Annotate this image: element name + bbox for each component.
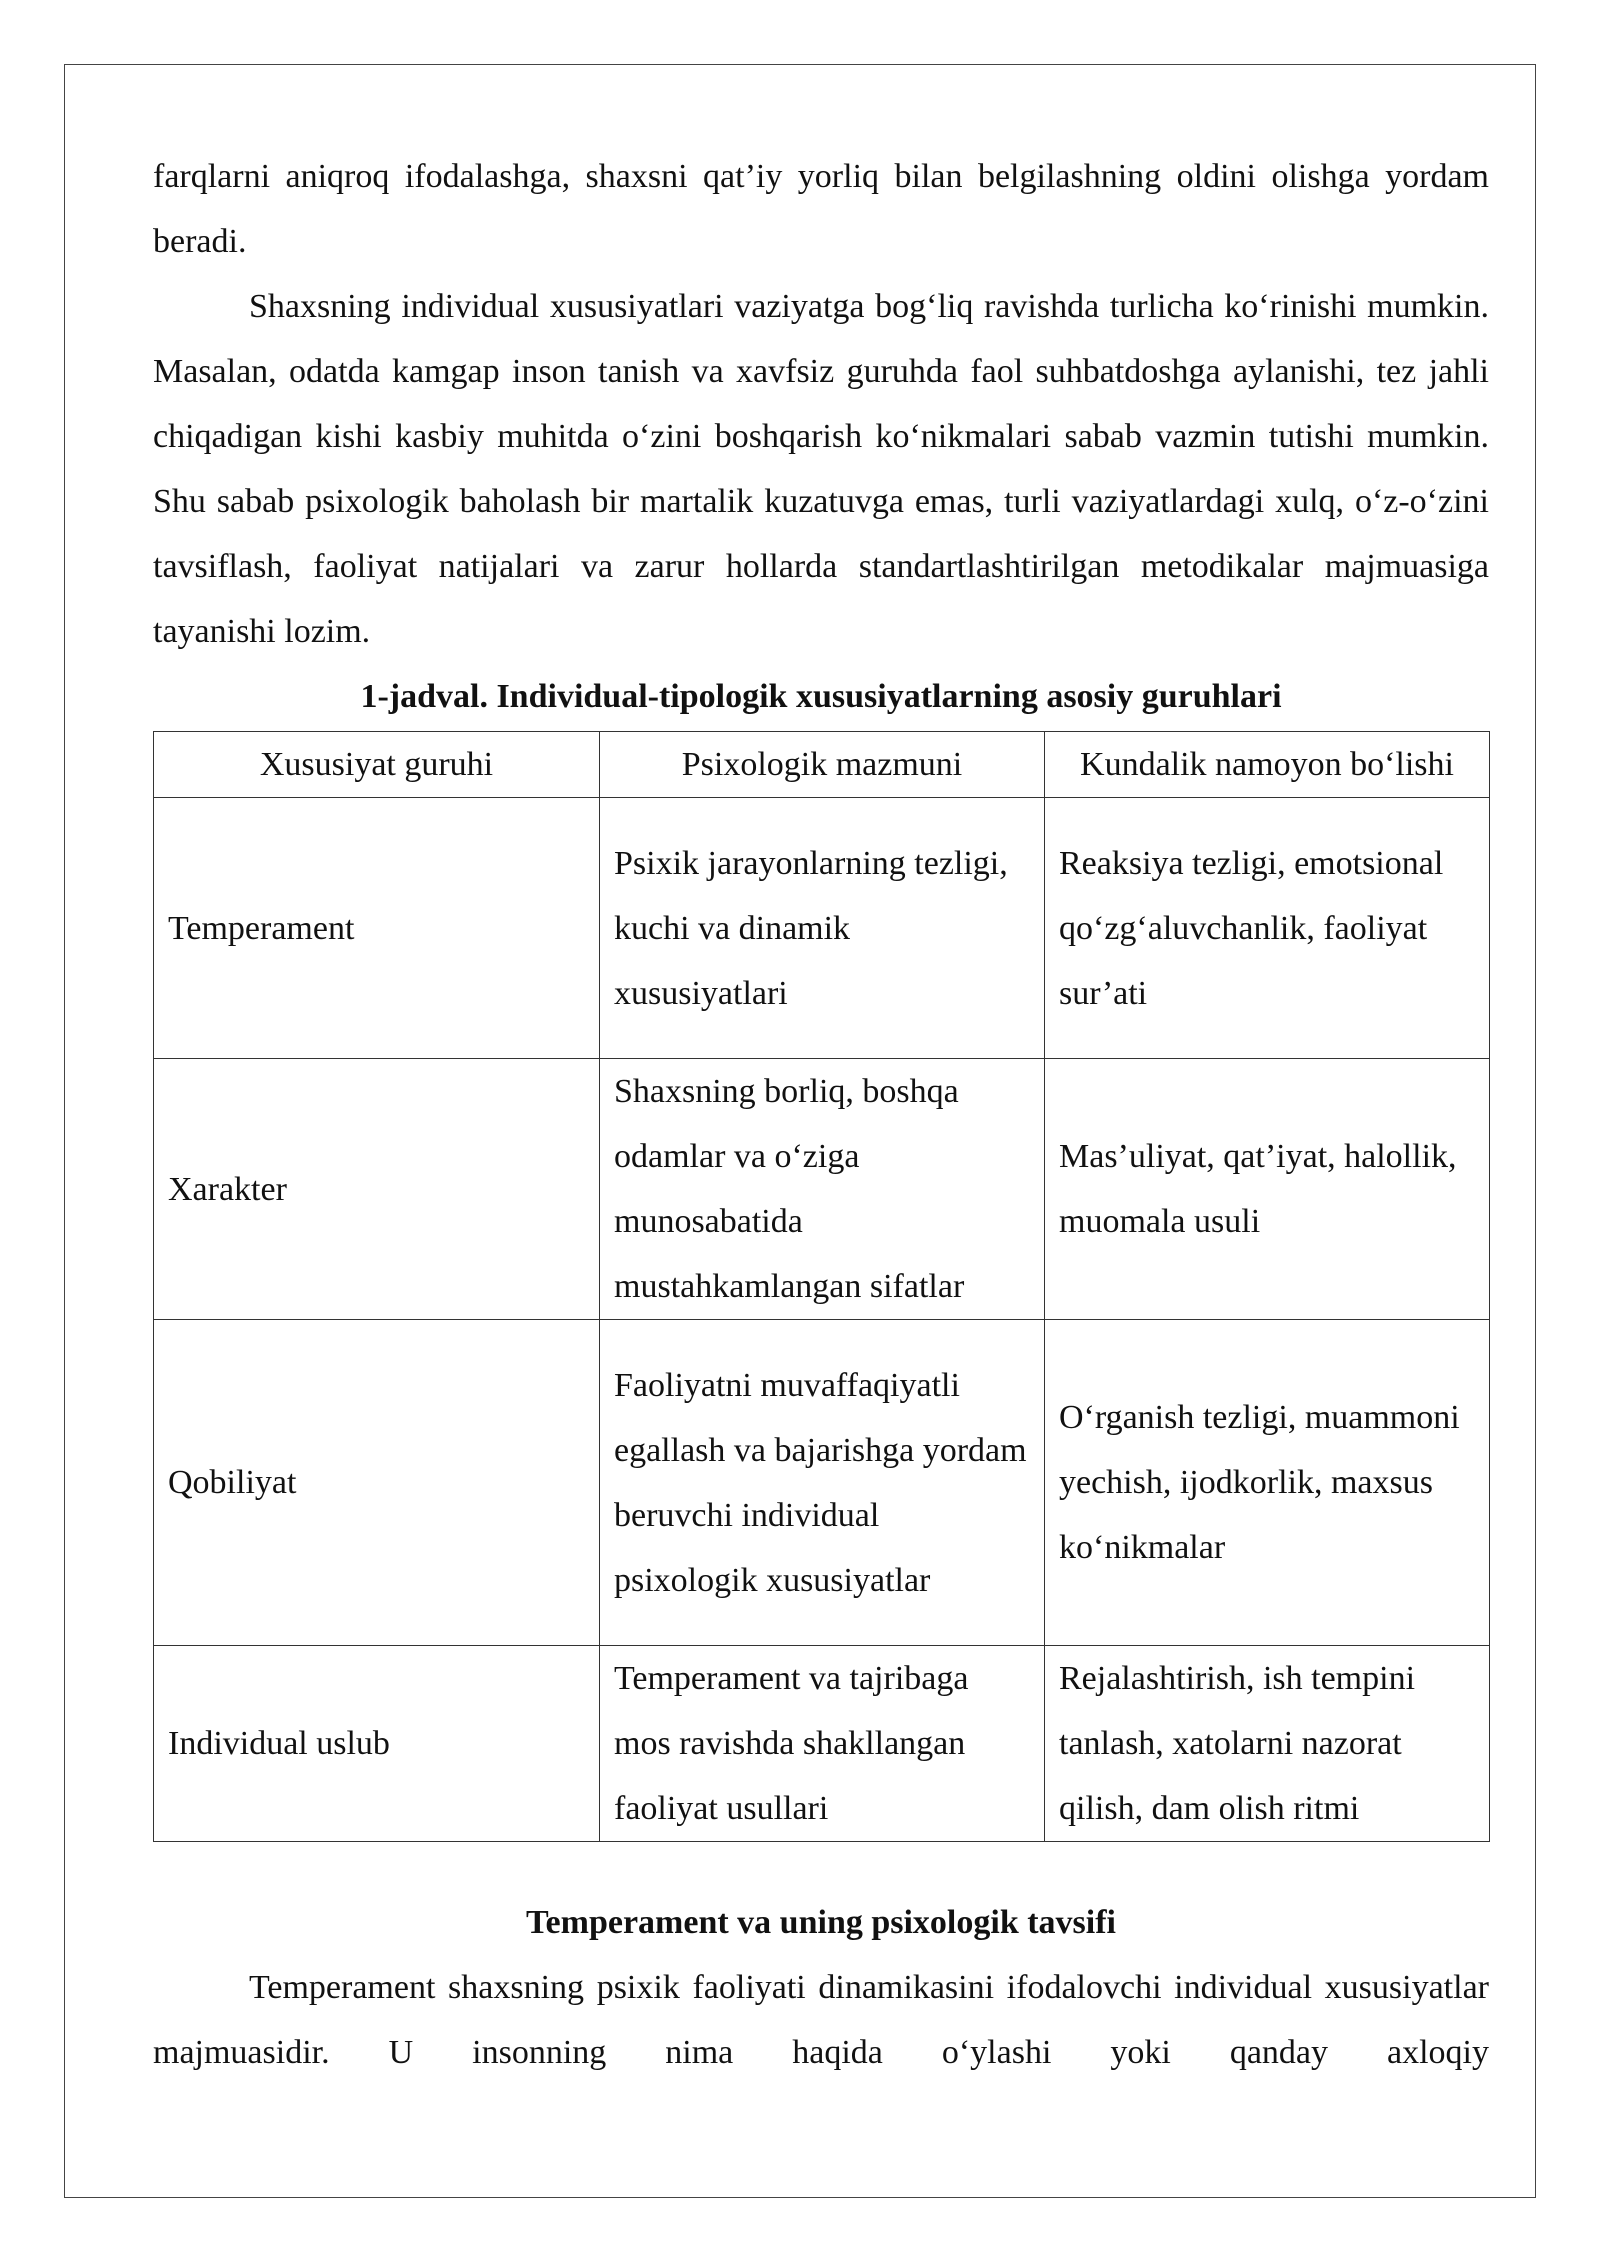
table-header-cell: Psixologik mazmuni bbox=[600, 732, 1045, 798]
table-row bbox=[154, 1059, 1490, 1320]
table-cell: Rejalashtirish, ish tempini tanlash, xatolarni nazorat qilish, dam olish ritmi bbox=[1045, 1646, 1490, 1842]
table-row bbox=[154, 1320, 1490, 1646]
table-cell: Faoliyatni muvaffaqiyatli egallash va bajarishga yordam beruvchi individual psixologik xususiyatlar bbox=[600, 1320, 1045, 1646]
page-content bbox=[153, 144, 1489, 2085]
table-cell: Qobiliyat bbox=[154, 1320, 600, 1646]
traits-table bbox=[153, 731, 1490, 1842]
table-cell: Mas’uliyat, qat’iyat, halollik, muomala usuli bbox=[1045, 1059, 1490, 1320]
table-row bbox=[154, 798, 1490, 1059]
table-cell: Temperament va tajribaga mos ravishda shakllangan faoliyat usullari bbox=[600, 1646, 1045, 1842]
table-cell: Xarakter bbox=[154, 1059, 600, 1320]
table-cell: Individual uslub bbox=[154, 1646, 600, 1842]
table-row bbox=[154, 1646, 1490, 1842]
paragraph-individual-traits: Shaxsning individual xususiyatlari vaziyatga bog‘liq ravishda turlicha ko‘rinishi mumkin. Masalan, odatda kamgap inson tanish va xavfsiz guruhda faol suhbatdoshga aylanishi, tez jahli chiqadigan kishi kasbiy muhitda o‘zini boshqarish ko‘nikmalari sabab vazmin tutishi mumkin. Shu sabab psixologik baholash bir martalik kuzatuvga emas, turli vaziyatlardagi xulq, o‘z-o‘zini tavsiflash, faoliyat natijalari va zarur hollarda standartlashtirilgan metodikalar majmuasiga tayanishi lozim. bbox=[153, 288, 1489, 650]
table-cell: Psixik jarayonlarning tezligi, kuchi va dinamik xususiyatlari bbox=[600, 798, 1045, 1059]
table-caption: 1-jadval. Individual-tipologik xususiyatlarning asosiy guruhlari bbox=[360, 678, 1282, 715]
table-cell: Shaxsning borliq, boshqa odamlar va o‘ziga munosabatida mustahkamlangan sifatlar bbox=[600, 1059, 1045, 1320]
table-cell: O‘rganish tezligi, muammoni yechish, ijodkorlik, maxsus ko‘nikmalar bbox=[1045, 1320, 1490, 1646]
table-header-row bbox=[154, 732, 1490, 798]
paragraph-continuation: farqlarni aniqroq ifodalashga, shaxsni qat’iy yorliq bilan belgilashning oldini olishga yordam beradi. bbox=[153, 158, 1489, 260]
table-cell: Reaksiya tezligi, emotsional qo‘zg‘aluvchanlik, faoliyat sur’ati bbox=[1045, 798, 1490, 1059]
paragraph-temperament: Temperament shaxsning psixik faoliyati dinamikasini ifodalovchi individual xususiyatlar majmuasidir. U insonning nima haqida o‘ylashi yoki qanday axloqiy bbox=[153, 1969, 1489, 2071]
table-cell: Temperament bbox=[154, 798, 600, 1059]
table-header-cell: Kundalik namoyon bo‘lishi bbox=[1045, 732, 1490, 798]
section-heading: Temperament va uning psixologik tavsifi bbox=[525, 1904, 1117, 1941]
table-header-cell: Xususiyat guruhi bbox=[154, 732, 600, 798]
